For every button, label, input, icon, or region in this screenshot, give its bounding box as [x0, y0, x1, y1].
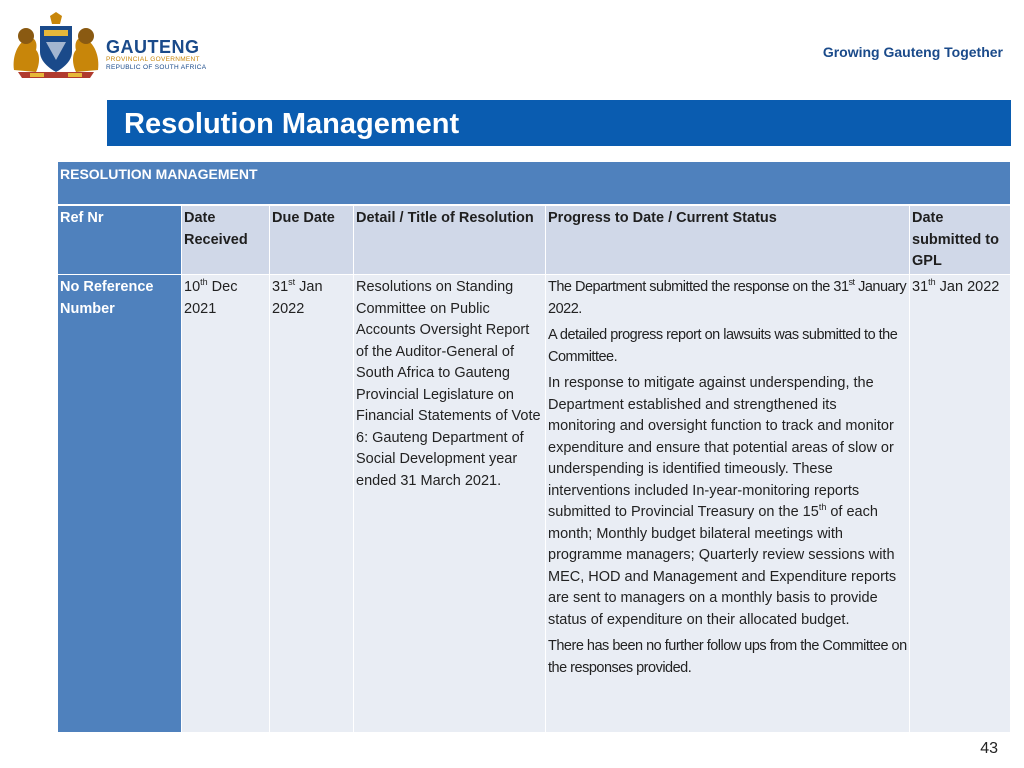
coat-of-arms-icon [10, 12, 102, 80]
header-date-received: Date Received [182, 206, 269, 274]
brand-text [106, 38, 206, 72]
cell-progress [546, 275, 909, 732]
progress-p3-sup: th [818, 502, 827, 513]
due-date-day: 31 [272, 279, 289, 295]
date-submitted-rest: Jan 2022 [935, 279, 1000, 295]
cell-detail: Resolutions on Standing Committee on Public Accounts Oversight Report of the Auditor-General of South Africa to Gauteng Provincial Legislature on Financial Statements of Vote 6: Gauteng Department of Social Development year ended 31 March 2021. [354, 275, 545, 732]
cell-date-received [182, 275, 269, 732]
date-submitted-day: 31 [912, 279, 929, 295]
brand-name: GAUTENG [106, 37, 200, 57]
title-bar [107, 100, 1011, 146]
progress-p3-a: In response to mitigate against underspending, the Department established and strengthened its monitoring and oversight function to track and monitor expenditure and ensure that potential areas of slow or underspending is identified timeously. These interventions included In-year-monitoring reports submitted to Provincial Treasury on the 15 [548, 375, 894, 520]
tagline: Growing Gauteng Together [822, 44, 1003, 60]
section-title: RESOLUTION MANAGEMENT [60, 166, 258, 182]
progress-paragraph-1 [548, 277, 907, 320]
header-detail: Detail / Title of Resolution [354, 206, 545, 274]
due-date-rest: Jan 2022 [272, 279, 323, 317]
progress-p3-b: of each month; Monthly budget bilateral meetings with programme managers; Quarterly review sessions with MEC, HOD and Management and Expenditure reports are sent to managers on a monthly basis to provide status of expenditure on their allocated budget. [548, 504, 897, 628]
progress-p1-a: The Department submitted the response on the 31 [548, 279, 849, 295]
cell-date-submitted [910, 275, 1010, 732]
header-progress: Progress to Date / Current Status [546, 206, 909, 274]
brand-sub-republic: REPUBLIC OF SOUTH AFRICA [106, 64, 207, 71]
cell-ref-nr: No Reference Number [58, 275, 181, 732]
cell-due-date [270, 275, 353, 732]
progress-p1-sup: st [848, 277, 855, 288]
header-date-submitted: Date submitted to GPL [910, 206, 1010, 274]
header-ref-nr: Ref Nr [58, 206, 181, 274]
progress-p1-b: January 2022. [548, 279, 907, 317]
page-number: 43 [980, 740, 998, 757]
header-due-date: Due Date [270, 206, 353, 274]
page-title: Resolution Management [124, 108, 460, 140]
due-date-sup: st [288, 277, 296, 288]
section-header [58, 162, 1010, 204]
brand-sub-provincial: PROVINCIAL GOVERNMENT [106, 56, 200, 63]
date-received-day: 10 [184, 279, 201, 295]
progress-paragraph-3 [548, 373, 907, 631]
date-received-rest: Dec 2021 [184, 279, 238, 317]
gauteng-logo [10, 12, 210, 82]
progress-paragraph-4: There has been no further follow ups from the Committee on the responses provided. [548, 638, 907, 676]
date-received-sup: th [200, 277, 208, 288]
date-submitted-sup: th [928, 277, 936, 288]
progress-paragraph-2: A detailed progress report on lawsuits was submitted to the Committee. [548, 327, 898, 365]
